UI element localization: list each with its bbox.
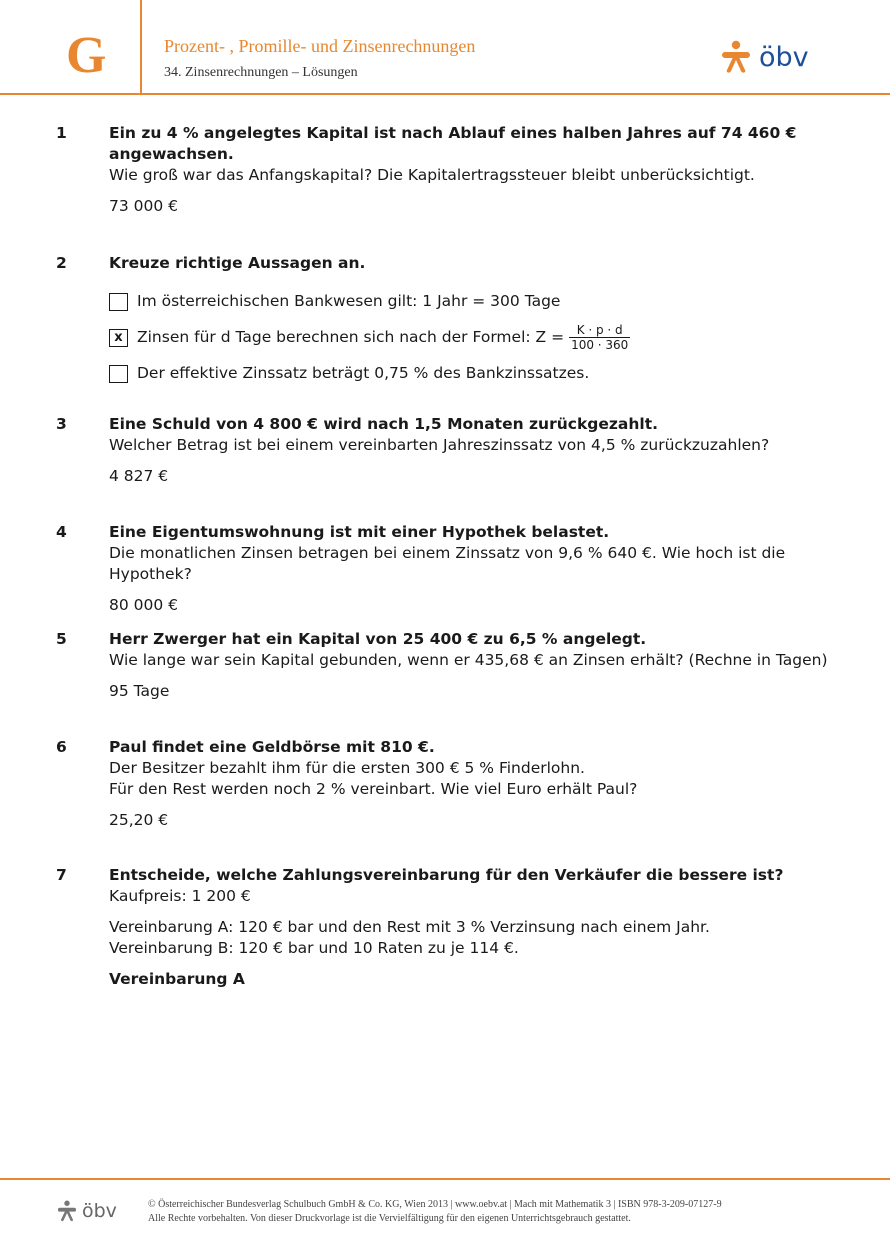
task-answer: 80 000 € <box>109 596 179 614</box>
fraction-numerator: K · p · d <box>576 323 623 337</box>
task-question: Eine Schuld von 4 800 € wird nach 1,5 Monaten zurückgezahlt. <box>109 415 658 433</box>
header-divider <box>0 93 890 95</box>
options-list <box>109 291 849 384</box>
task-text: Wie groß war das Anfangskapital? Die Kapitalertragssteuer bleibt unberücksichtigt. <box>109 166 755 184</box>
oebv-star-icon <box>719 40 753 74</box>
task-number: 3 <box>56 415 67 433</box>
task-number: 7 <box>56 866 67 884</box>
task-number: 5 <box>56 630 67 648</box>
task-text: Für den Rest werden noch 2 % vereinbart. Wie viel Euro erhält Paul? <box>109 780 638 798</box>
task-question: Ein zu 4 % angelegtes Kapital ist nach Ablauf eines halben Jahres auf 74 460 € angewachsen. <box>109 124 797 163</box>
task-text: Welcher Betrag ist bei einem vereinbarten Jahreszinssatz von 4,5 % zurückzuzahlen? <box>109 436 770 454</box>
task-question: Paul findet eine Geldbörse mit 810 €. <box>109 738 435 756</box>
option-text: Im österreichischen Bankwesen gilt: 1 Jahr = 300 Tage <box>137 292 561 310</box>
footer-line: Alle Rechte vorbehalten. Von dieser Druckvorlage ist die Vervielfältigung für den eigenen Unterrichtsgebrauch gestattet. <box>148 1213 631 1224</box>
task-number: 1 <box>56 124 67 142</box>
option-text: Der effektive Zinssatz beträgt 0,75 % des Bankzinssatzes. <box>137 364 590 382</box>
task-number: 4 <box>56 523 67 541</box>
option-item <box>109 363 849 384</box>
page-header <box>0 0 890 95</box>
checkbox-checked[interactable]: x <box>109 329 128 347</box>
logo-text: öbv <box>759 41 809 73</box>
task-question: Eine Eigentumswohnung ist mit einer Hypothek belastet. <box>109 523 610 541</box>
task-number: 2 <box>56 254 67 272</box>
task-text: Kaufpreis: 1 200 € <box>109 887 251 905</box>
footer-logo-text: öbv <box>82 1199 117 1222</box>
task-number: 6 <box>56 738 67 756</box>
task-text: Der Besitzer bezahlt ihm für die ersten 300 € 5 % Finderlohn. <box>109 759 585 777</box>
section-letter: G <box>66 27 107 84</box>
option-item <box>109 291 849 312</box>
task-text: Wie lange war sein Kapital gebunden, wenn er 435,68 € an Zinsen erhält? (Rechne in Tagen) <box>109 651 828 669</box>
task-answer: 95 Tage <box>109 682 170 700</box>
task-answer: Vereinbarung A <box>109 970 245 988</box>
checkbox[interactable] <box>109 365 128 383</box>
fraction-denominator: 100 · 360 <box>571 338 629 352</box>
agreement-a: Vereinbarung A: 120 € bar und den Rest mit 3 % Verzinsung nach einem Jahr. <box>109 918 710 936</box>
publisher-logo <box>719 40 809 74</box>
task-answer: 4 827 € <box>109 467 169 485</box>
task-text: Die monatlichen Zinsen betragen bei einem Zinssatz von 9,6 % 640 €. Wie hoch ist die Hypothek? <box>109 544 786 583</box>
footer-logo <box>56 1200 117 1222</box>
task-answer: 73 000 € <box>109 197 179 215</box>
checkbox[interactable] <box>109 293 128 311</box>
task-question: Kreuze richtige Aussagen an. <box>109 254 366 272</box>
task-question: Herr Zwerger hat ein Kapital von 25 400 € zu 6,5 % angelegt. <box>109 630 647 648</box>
task-answer: 25,20 € <box>109 811 169 829</box>
page-title: Prozent- , Promille- und Zinsenrechnungen <box>164 36 476 56</box>
page-subtitle: 34. Zinsenrechnungen – Lösungen <box>164 65 358 80</box>
oebv-star-icon <box>56 1200 78 1222</box>
task-question: Entscheide, welche Zahlungsvereinbarung für den Verkäufer die bessere ist? <box>109 866 784 884</box>
footer-line: © Österreichischer Bundesverlag Schulbuch GmbH & Co. KG, Wien 2013 | www.oebv.at | Mach mit Mathematik 3 | ISBN 978-3-209-07127-9 <box>148 1199 722 1210</box>
footer-divider <box>0 1178 890 1180</box>
header-divider-vertical <box>140 0 142 94</box>
agreement-b: Vereinbarung B: 120 € bar und 10 Raten zu je 114 €. <box>109 939 519 957</box>
footer-copyright <box>148 1198 722 1226</box>
option-item <box>109 323 849 352</box>
formula-fraction <box>569 323 630 352</box>
option-text: Zinsen für d Tage berechnen sich nach der Formel: Z = <box>137 328 565 346</box>
